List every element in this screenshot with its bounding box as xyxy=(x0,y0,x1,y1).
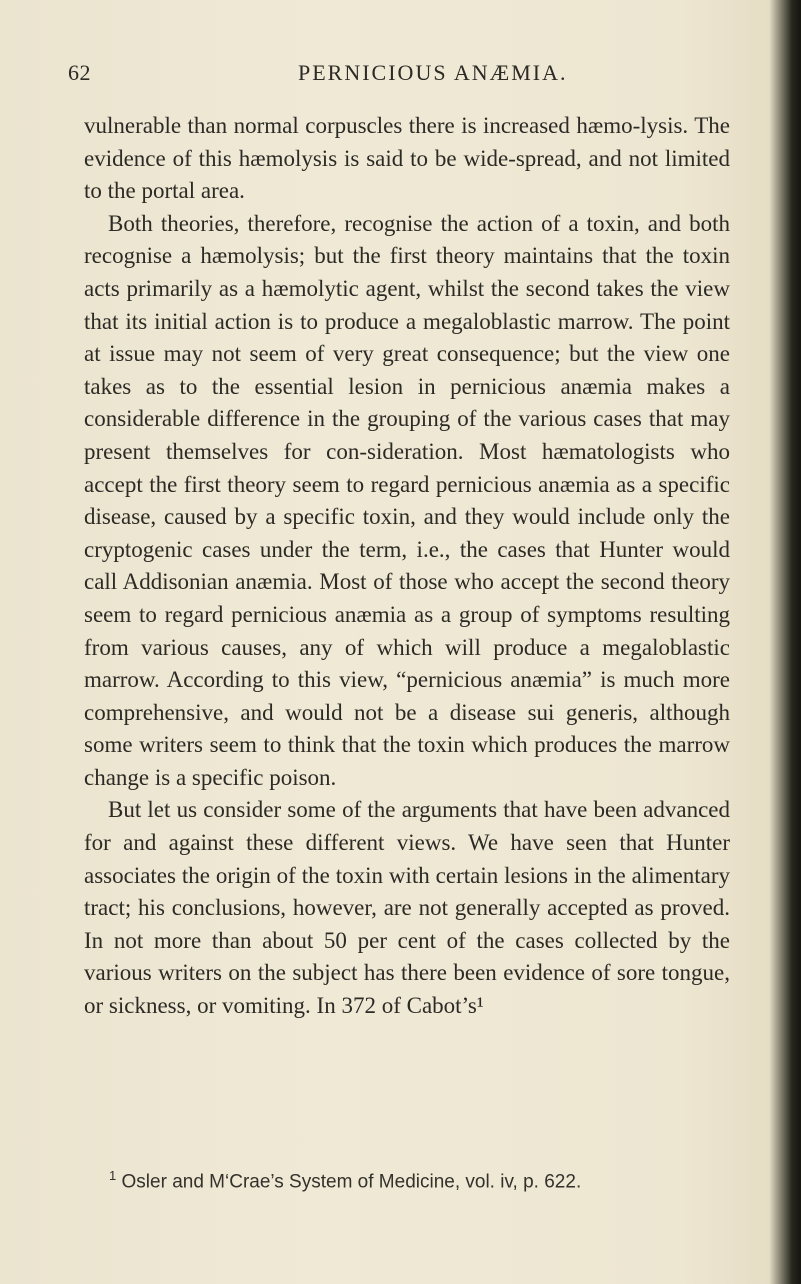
running-title: PERNICIOUS ANÆMIA. xyxy=(298,60,568,85)
footnote xyxy=(109,1164,729,1194)
paragraph-1: vulnerable than normal corpuscles there is increased hæmo-lysis. The evidence of this hæmolysis is said to be wide-spread, and not limited to the portal area. xyxy=(84,113,730,204)
footnote-text: Osler and M‘Crae’s System of Medicine, vol. iv, p. 622. xyxy=(121,1171,582,1193)
paragraph-2: Both theories, therefore, recognise the action of a toxin, and both recognise a hæmolysis; but the first theory maintains that the toxin acts primarily as a hæmolytic agent, whilst the second takes the view that its initial action is to produce a megaloblastic marrow. The point at issue may not seem of very great consequence; but the view one takes as to the essential lesion in pernicious anæmia makes a considerable difference in the grouping of the various cases that may present themselves for con-sideration. Most hæmatologists who accept the first theory seem to regard pernicious anæmia as a specific disease, caused by a specific toxin, and they would include only the cryptogenic cases under the term, i.e., the cases that Hunter would call Addisonian anæmia. Most of those who accept the second theory seem to regard pernicious anæmia as a group of symptoms resulting from various causes, any of which will produce a megaloblastic marrow. According to this view, “pernicious anæmia” is much more comprehensive, and would not be a disease sui generis, although some writers seem to think that the toxin which produces the marrow change is a specific poison. xyxy=(84,210,730,790)
body-text xyxy=(84,110,730,1023)
running-head xyxy=(68,54,728,94)
paragraph-3: But let us consider some of the arguments that have been advanced for and against these different views. We have seen that Hunter associates the origin of the toxin with certain lesions in the alimentary tract; his conclusions, however, are not generally accepted as proved. In not more than about 50 per cent of the cases collected by the various writers on the subject has there been evidence of sore tongue, or sickness, or vomiting. In 372 of Cabot’s¹ xyxy=(84,797,730,1019)
footnote-marker: 1 xyxy=(109,1168,117,1183)
page-number: 62 xyxy=(68,60,91,85)
page-binding-edge xyxy=(791,0,801,1284)
